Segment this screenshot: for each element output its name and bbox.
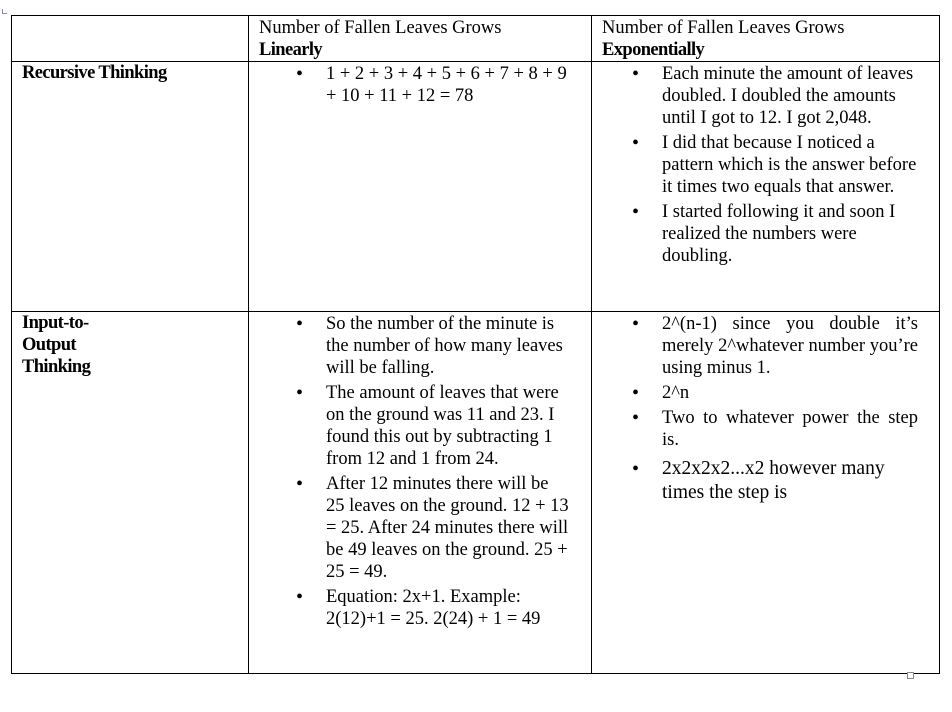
bullet-list <box>249 62 570 107</box>
header-exponential-title: Number of Fallen Leaves Grows <box>602 18 845 38</box>
bullet-list <box>592 62 918 267</box>
header-empty-cell <box>12 16 249 62</box>
list-item: • Equation: 2x+1. Example: 2(12)+1 = 25. 2(24) + 1 = 49 <box>326 586 570 630</box>
input-output-linear-cell <box>249 312 592 674</box>
list-item: • 2x2x2x2...x2 however many times the step is <box>662 457 918 505</box>
table-resize-handle[interactable] <box>907 672 914 679</box>
recursive-exponential-cell <box>592 62 940 312</box>
header-row <box>12 16 940 62</box>
header-exponential-cell <box>592 16 940 62</box>
recursive-linear-cell <box>249 62 592 312</box>
recursive-row <box>12 62 940 312</box>
header-linear-cell <box>249 16 592 62</box>
list-item: • I did that because I noticed a pattern which is the answer before it times two equals that answer. <box>662 132 918 198</box>
row-label-input-output: Input-to-Output Thinking <box>12 312 249 674</box>
bullet-list <box>592 312 918 505</box>
list-item: • The amount of leaves that were on the ground was 11 and 23. I found this out by subtracting 1 from 12 and 1 from 24. <box>326 382 570 470</box>
input-output-exponential-cell <box>592 312 940 674</box>
list-item: • 1 + 2 + 3 + 4 + 5 + 6 + 7 + 8 + 9 + 10 + 11 + 12 = 78 <box>326 63 570 107</box>
list-item: • 2^n <box>662 382 918 404</box>
input-output-row <box>12 312 940 674</box>
comparison-table <box>11 15 940 674</box>
row-label-recursive: Recursive Thinking <box>12 62 249 312</box>
list-item: • 2^(n-1) since you double it’s merely 2^whatever number you’re using minus 1. <box>662 313 918 379</box>
list-item: • After 12 minutes there will be 25 leaves on the ground. 12 + 13 = 25. After 24 minutes there will be 49 leaves on the ground. 25 + 25 = 49. <box>326 473 570 583</box>
list-item: • Two to whatever power the step is. <box>662 407 918 451</box>
text-boundary-marker <box>2 9 7 14</box>
header-linear-title: Number of Fallen Leaves Grows <box>259 18 502 38</box>
list-item: • So the number of the minute is the number of how many leaves will be falling. <box>326 313 570 379</box>
header-exponential-bold: Exponentially <box>602 40 705 60</box>
header-linear-bold: Linearly <box>259 40 323 60</box>
list-item: • I started following it and soon I realized the numbers were doubling. <box>662 201 918 267</box>
bullet-list <box>249 312 570 630</box>
list-item: • Each minute the amount of leaves doubled. I doubled the amounts until I got to 12. I got 2,048. <box>662 63 918 129</box>
